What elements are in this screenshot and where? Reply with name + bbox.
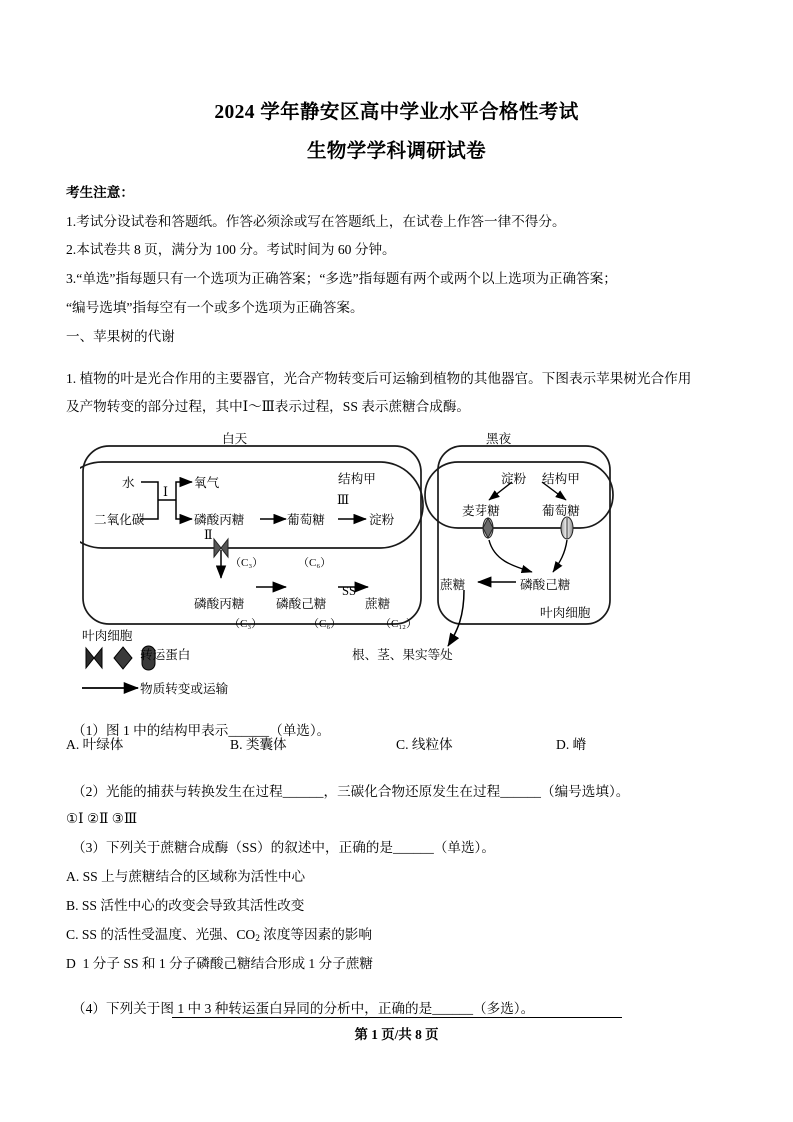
figure-day-sucrose: 蔗糖 [365,597,391,611]
question-1-stem-line-1: 1. 植物的叶是光合作用的主要器官，光合产物转变后可运输到植物的其他器官。下图表示苹果树光合作用 [66,371,692,386]
question-1-sub-2-options[interactable]: ①Ⅰ ②Ⅱ ③Ⅲ [66,811,138,826]
figure-day-c12-lower: （C₁₂） [380,618,418,630]
figure-night-hexose-phosphate: 磷酸己糖 [520,578,571,592]
figure-day-structure-label: 结构甲 [338,472,376,486]
figure-day-process-1: Ⅰ [163,485,168,499]
figure-night-maltose: 麦芽糖 [462,504,500,518]
section-heading: 一、苹果树的代谢 [66,329,175,344]
question-1-sub-3-prompt: （3）下列关于蔗糖合成酶（SS）的叙述中，正确的是______（单选）。 [72,840,495,855]
figure-night-cell-label: 叶肉细胞 [540,606,591,620]
figure-apple-tree-metabolism [80,432,720,694]
figure-day-triose-phosphate-cytosol: 磷酸丙糖 [194,597,245,611]
notice-item-3-line2: “编号选填”指每空有一个或多个选项为正确答案。 [66,300,364,315]
figure-day-water: 水 [122,476,135,490]
figure-day-oxygen: 氧气 [194,476,220,490]
page-title-sub: 生物学学科调研试卷 [306,141,487,162]
figure-day-c6-lower: （C₆） [308,618,342,630]
question-1-sub-4-prompt: （4）下列关于图 1 中 3 种转运蛋白异同的分析中，正确的是______（多选）。 [72,1001,535,1016]
notice-item-3-line1: 3.“单选”指每题只有一个选项为正确答案；“多选”指每题有两个或两个以上选项为正确答案； [66,271,617,286]
figure-night-glucose: 葡萄糖 [542,504,580,518]
question-1-sub-3-option-a[interactable]: A. SS 上与蔗糖结合的区域称为活性中心 [66,869,306,884]
figure-day-enzyme-ss: SS [342,584,357,598]
question-1-sub-3-option-c[interactable] [66,928,372,944]
figure-day-glucose: 葡萄糖 [287,513,325,527]
question-1-sub-1-options [66,733,766,755]
notice-label: 考生注意： [66,185,134,200]
figure-day-starch: 淀粉 [369,513,395,527]
question-1-sub-3-option-b[interactable]: B. SS 活性中心的改变会导致其活性改变 [66,898,305,913]
figure-day-c3-lower: （C₃） [229,618,263,630]
question-1-sub-3-option-d[interactable]: D 1 分子 SS 和 1 分子磷酸己糖结合形成 1 分子蔗糖 [66,956,374,971]
footer-divider [172,1017,622,1018]
question-1-stem-line-2: 及产物转变的部分过程，其中Ⅰ～Ⅲ表示过程，SS 表示蔗糖合成酶。 [66,399,471,414]
question-1-sub-1-option-a[interactable]: A. 叶绿体 [66,737,124,752]
figure-night-structure-label: 结构甲 [542,472,580,486]
option-c-text-pre: C. SS 的活性受温度、光强、CO [66,927,256,942]
figure-legend-transport-protein: 转运蛋白 [140,648,191,662]
question-1-sub-1-prompt: （1）图 1 中的结构甲表示______（单选）。 [72,723,331,738]
figure-night-starch: 淀粉 [501,472,527,486]
notice-item-2: 2.本试卷共 8 页，满分为 100 分。考试时间为 60 分钟。 [66,242,396,257]
page-footer: 第 1 页/共 8 页 [354,1027,439,1042]
figure-day-carbon-dioxide: 二氧化碳 [94,513,145,527]
question-1-sub-1-option-c[interactable]: C. 线粒体 [396,737,453,752]
option-c-subscript: 2 [255,933,260,944]
figure-day-hexose-phosphate: 磷酸己糖 [276,597,327,611]
figure-day-process-2: Ⅱ [204,528,213,542]
question-1-sub-2-prompt: （2）光能的捕获与转换发生在过程______，三碳化合物还原发生在过程______（编号选填）。 [72,784,630,799]
question-1-sub-1-option-d[interactable]: D. 嵴 [556,737,587,752]
notice-item-1: 1.考试分设试卷和答题纸。作答必须涂或写在答题纸上，在试卷上作答一律不得分。 [66,214,566,229]
page-title-main: 2024 学年静安区高中学业水平合格性考试 [214,102,579,123]
figure-day-process-3: Ⅲ [337,493,350,507]
option-c-text-post: 浓度等因素的影响 [259,927,372,942]
figure-legend-conversion-transport: 物质转变或运输 [140,682,229,696]
figure-day-triose-phosphate-chloroplast: 磷酸丙糖 [194,513,245,527]
figure-caption-night: 黑夜 [486,432,512,446]
figure-day-c3-upper: （C₃） [230,557,264,569]
figure-day-c6-upper: （C₆） [298,557,332,569]
figure-legend-sink-label: 根、茎、果实等处 [352,648,453,662]
figure-night-sucrose: 蔗糖 [440,578,466,592]
figure-day-cell-label: 叶肉细胞 [82,629,133,643]
figure-caption-day: 白天 [222,432,248,446]
question-1-sub-1-option-b[interactable]: B. 类囊体 [230,737,287,752]
